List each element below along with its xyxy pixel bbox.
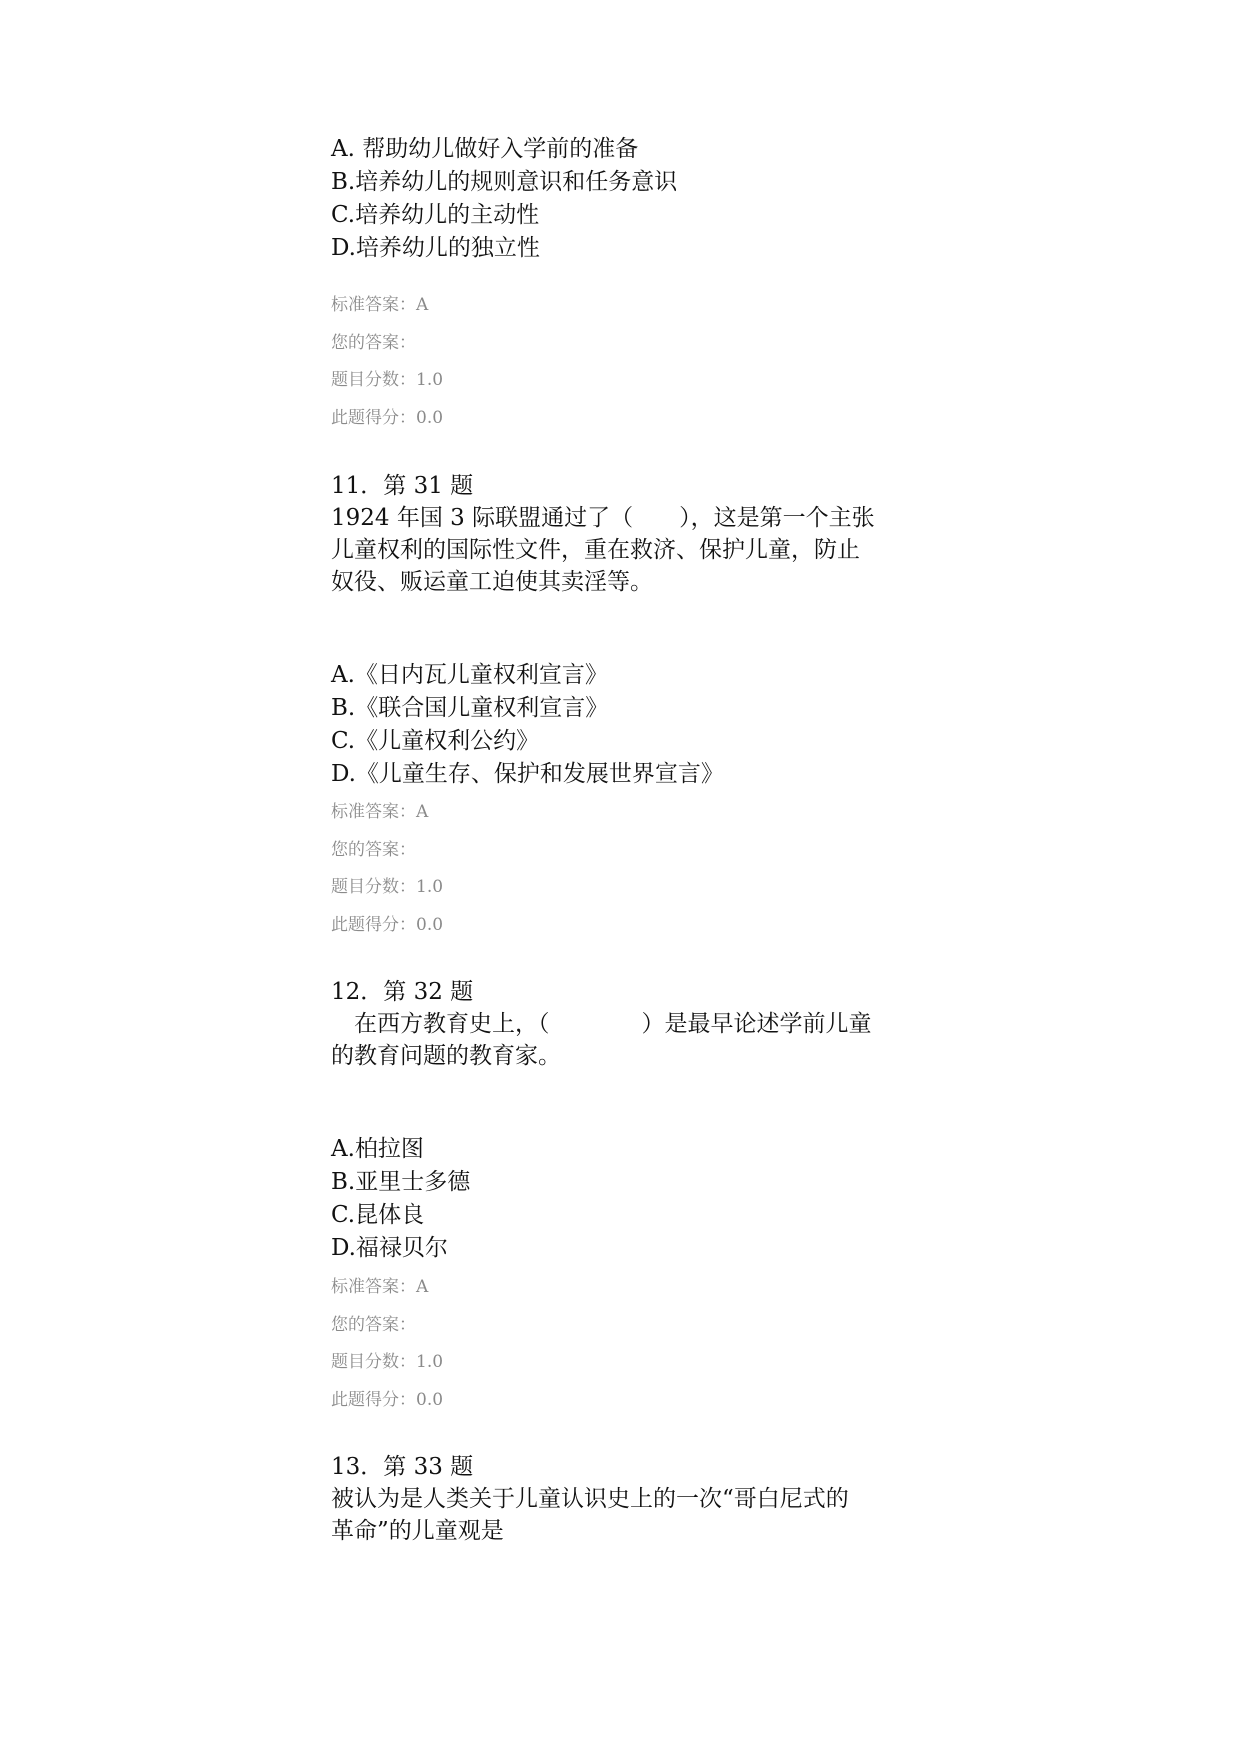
- q12-question-score: 题目分数：1.0: [331, 1352, 444, 1372]
- q12-answer-info: [331, 1269, 931, 1419]
- q11-options: [331, 659, 931, 791]
- q11-option-b: B.《联合国儿童权利宣言》: [331, 695, 609, 721]
- q11-text-line-2: 儿童权利的国际性文件，重在救济、保护儿童，防止: [331, 537, 860, 563]
- q10-question-score: 题目分数：1.0: [331, 370, 444, 390]
- q12-option-c: C.昆体良: [331, 1202, 425, 1228]
- q11-your-answer: 您的答案：: [331, 839, 416, 860]
- q10-options: [331, 133, 931, 265]
- q11-option-c: C.《儿童权利公约》: [331, 728, 540, 754]
- q11-question-score: 题目分数：1.0: [331, 877, 444, 897]
- q12-text-line-2: 的教育问题的教育家。: [331, 1043, 561, 1069]
- q12-options: [331, 1133, 931, 1265]
- q11-score-got: 此题得分：0.0: [331, 914, 444, 935]
- q10-your-answer: 您的答案：: [331, 332, 416, 353]
- q13-block: [331, 1451, 931, 1547]
- q11-title: 11．第 31 题: [331, 473, 474, 499]
- q10-answer-info: [331, 287, 931, 437]
- q10-standard-answer: 标准答案：A: [331, 295, 429, 315]
- q10-option-d: D.培养幼儿的独立性: [331, 235, 540, 261]
- q11-block: [331, 470, 931, 598]
- q12-block: [331, 976, 931, 1072]
- q11-option-d: D.《儿童生存、保护和发展世界宣言》: [331, 761, 724, 787]
- q12-your-answer: 您的答案：: [331, 1314, 416, 1335]
- q11-text-line-1: 1924 年国 3 际联盟通过了（ ），这是第一个主张: [331, 505, 875, 531]
- q12-standard-answer: 标准答案：A: [331, 1277, 429, 1297]
- q11-text-line-3: 奴役、贩运童工迫使其卖淫等。: [331, 569, 653, 595]
- q12-option-d: D.福禄贝尔: [331, 1235, 448, 1261]
- q10-score-got: 此题得分：0.0: [331, 407, 444, 428]
- q13-title: 13．第 33 题: [331, 1454, 474, 1480]
- q13-text-line-1: 被认为是人类关于儿童认识史上的一次“哥白尼式的: [331, 1486, 849, 1512]
- q11-answer-info: [331, 794, 931, 944]
- q10-option-c: C.培养幼儿的主动性: [331, 202, 540, 228]
- q11-standard-answer: 标准答案：A: [331, 802, 429, 822]
- q12-title: 12．第 32 题: [331, 979, 474, 1005]
- q12-option-a: A.柏拉图: [331, 1136, 424, 1162]
- q10-option-b: B.培养幼儿的规则意识和任务意识: [331, 169, 678, 195]
- q11-option-a: A.《日内瓦儿童权利宣言》: [331, 662, 608, 688]
- q12-text-line-1: 在西方教育史上，（ ）是最早论述学前儿童: [331, 1011, 872, 1037]
- q10-option-a: A. 帮助幼儿做好入学前的准备: [331, 136, 639, 162]
- q12-option-b: B.亚里士多德: [331, 1169, 471, 1195]
- q12-score-got: 此题得分：0.0: [331, 1389, 444, 1410]
- q13-text-line-2: 革命”的儿童观是: [331, 1518, 504, 1544]
